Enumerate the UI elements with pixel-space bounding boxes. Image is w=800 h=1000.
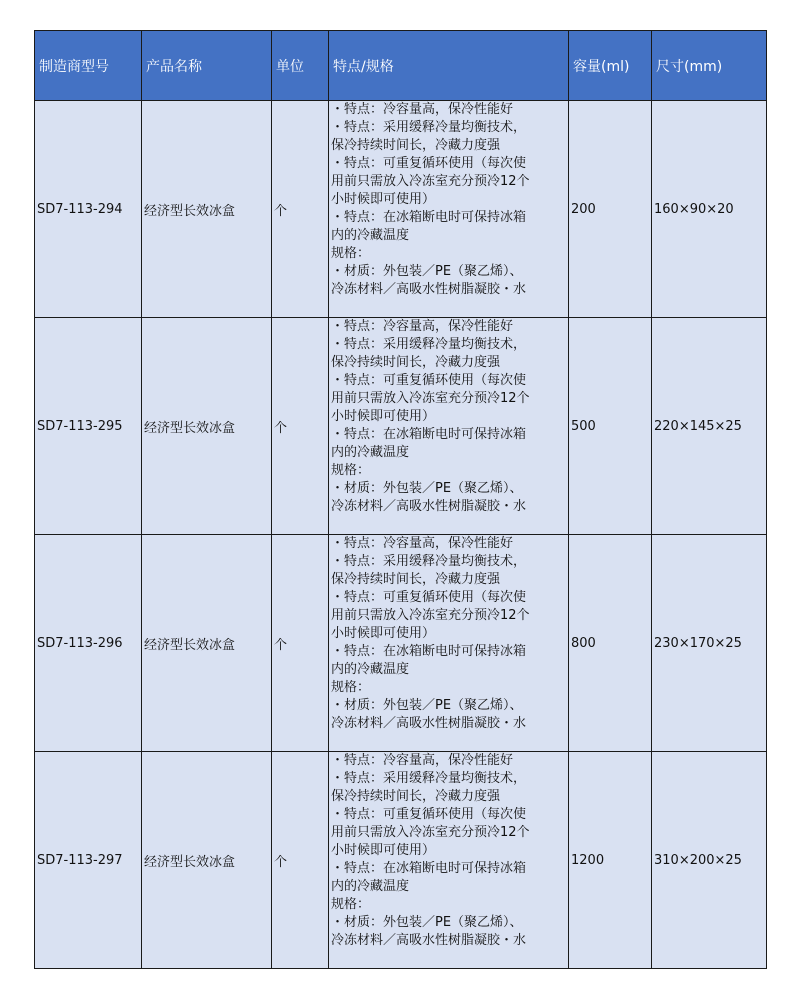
header-model: 制造商型号 [35, 31, 142, 101]
cell-product-name: 经济型长效冰盒 [142, 101, 272, 318]
feature-line: 内的冷藏温度 [331, 879, 410, 894]
cell-size: 310×200×25 [652, 752, 767, 969]
cell-size: 160×90×20 [652, 101, 767, 318]
cell-model: SD7-113-296 [35, 535, 142, 752]
features-text-block [331, 535, 568, 751]
feature-line: ・特点：冷容量高，保冷性能好 [331, 753, 514, 768]
header-size: 尺寸(mm) [652, 31, 767, 101]
table-row [35, 752, 767, 969]
feature-line: ・特点：可重复循环使用（每次使 [331, 590, 527, 605]
feature-line: ・特点：在冰箱断电时可保持冰箱 [331, 427, 527, 442]
feature-line: ・特点：在冰箱断电时可保持冰箱 [331, 861, 527, 876]
feature-line: ・材质：外包装／PE（聚乙烯）、 [331, 915, 523, 930]
feature-line: 内的冷藏温度 [331, 662, 410, 677]
feature-line: 内的冷藏温度 [331, 228, 410, 243]
feature-line: 规格： [331, 463, 371, 478]
feature-line: 保冷持续时间长，冷藏力度强 [331, 572, 501, 587]
feature-line: ・特点：采用缓释冷量均衡技术， [331, 337, 527, 352]
feature-line: 规格： [331, 897, 371, 912]
feature-line: 冷冻材料／高吸水性树脂凝胶・水 [331, 499, 527, 514]
feature-line: 用前只需放入冷冻室充分预冷12个 [331, 174, 530, 189]
cell-capacity: 200 [569, 101, 652, 318]
header-features: 特点/规格 [329, 31, 569, 101]
feature-line: ・特点：采用缓释冷量均衡技术， [331, 120, 527, 135]
cell-unit: 个 [272, 101, 329, 318]
feature-line: 小时候即可使用） [331, 843, 436, 858]
features-text-block [331, 101, 568, 317]
feature-line: 冷冻材料／高吸水性树脂凝胶・水 [331, 282, 527, 297]
cell-unit: 个 [272, 535, 329, 752]
cell-unit: 个 [272, 752, 329, 969]
table-body [35, 101, 767, 969]
cell-product-name: 经济型长效冰盒 [142, 752, 272, 969]
feature-line: ・材质：外包装／PE（聚乙烯）、 [331, 264, 523, 279]
feature-line: ・材质：外包装／PE（聚乙烯）、 [331, 698, 523, 713]
feature-line: 保冷持续时间长，冷藏力度强 [331, 355, 501, 370]
feature-line: ・特点：冷容量高，保冷性能好 [331, 319, 514, 334]
table-row [35, 318, 767, 535]
feature-line: 规格： [331, 680, 371, 695]
feature-line: 小时候即可使用） [331, 626, 436, 641]
feature-line: ・特点：可重复循环使用（每次使 [331, 156, 527, 171]
feature-line: ・特点：冷容量高，保冷性能好 [331, 536, 514, 551]
product-spec-table [34, 30, 767, 969]
cell-model: SD7-113-295 [35, 318, 142, 535]
cell-capacity: 1200 [569, 752, 652, 969]
feature-line: ・材质：外包装／PE（聚乙烯）、 [331, 481, 523, 496]
feature-line: 用前只需放入冷冻室充分预冷12个 [331, 391, 530, 406]
header-product-name: 产品名称 [142, 31, 272, 101]
cell-capacity: 500 [569, 318, 652, 535]
cell-capacity: 800 [569, 535, 652, 752]
table-row [35, 101, 767, 318]
cell-size: 230×170×25 [652, 535, 767, 752]
feature-line: 保冷持续时间长，冷藏力度强 [331, 138, 501, 153]
cell-unit: 个 [272, 318, 329, 535]
feature-line: 小时候即可使用） [331, 409, 436, 424]
feature-line: 冷冻材料／高吸水性树脂凝胶・水 [331, 716, 527, 731]
feature-line: 保冷持续时间长，冷藏力度强 [331, 789, 501, 804]
header-capacity: 容量(ml) [569, 31, 652, 101]
header-row [35, 31, 767, 101]
features-text-block [331, 752, 568, 968]
feature-line: ・特点：采用缓释冷量均衡技术， [331, 554, 527, 569]
feature-line: ・特点：可重复循环使用（每次使 [331, 807, 527, 822]
feature-line: 用前只需放入冷冻室充分预冷12个 [331, 825, 530, 840]
cell-model: SD7-113-297 [35, 752, 142, 969]
header-unit: 单位 [272, 31, 329, 101]
feature-line: 规格： [331, 246, 371, 261]
feature-line: ・特点：采用缓释冷量均衡技术， [331, 771, 527, 786]
cell-model: SD7-113-294 [35, 101, 142, 318]
table-row [35, 535, 767, 752]
feature-line: ・特点：在冰箱断电时可保持冰箱 [331, 210, 527, 225]
feature-line: 小时候即可使用） [331, 192, 436, 207]
feature-line: ・特点：冷容量高，保冷性能好 [331, 102, 514, 117]
cell-product-name: 经济型长效冰盒 [142, 318, 272, 535]
cell-features [329, 318, 569, 535]
feature-line: ・特点：可重复循环使用（每次使 [331, 373, 527, 388]
feature-line: 冷冻材料／高吸水性树脂凝胶・水 [331, 933, 527, 948]
cell-size: 220×145×25 [652, 318, 767, 535]
cell-product-name: 经济型长效冰盒 [142, 535, 272, 752]
cell-features [329, 752, 569, 969]
feature-line: ・特点：在冰箱断电时可保持冰箱 [331, 644, 527, 659]
features-text-block [331, 318, 568, 534]
cell-features [329, 101, 569, 318]
cell-features [329, 535, 569, 752]
feature-line: 用前只需放入冷冻室充分预冷12个 [331, 608, 530, 623]
feature-line: 内的冷藏温度 [331, 445, 410, 460]
